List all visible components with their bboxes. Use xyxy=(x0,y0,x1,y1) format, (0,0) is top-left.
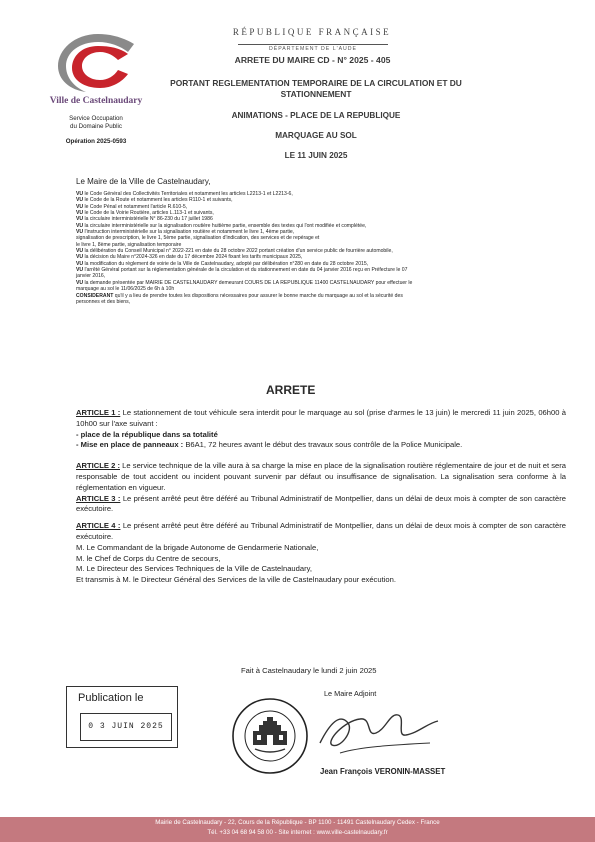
article-4: ARTICLE 4 : Le présent arrêté peut être déféré au Tribunal Administratif de Montpellier, dans un délai de deux mois à compter de son caractère exécutoire. xyxy=(76,521,566,541)
recipient-2: M. le Chef de Corps du Centre de secours, xyxy=(76,553,221,563)
republique-francaise: RÉPUBLIQUE FRANÇAISE xyxy=(232,27,392,37)
visa-line: CONSIDERANT qu'il y a lieu de prendre toutes les dispositions nécessaires pour assurer le bonne marche du marquage au sol et la sécurité des xyxy=(76,292,403,299)
publication-date: 0 3 JUIN 2025 xyxy=(88,722,164,731)
service-line-2: du Domaine Public xyxy=(70,123,122,130)
fait-a-line: Fait à Castelnaudary le lundi 2 juin 2025 xyxy=(241,666,377,675)
articles-body xyxy=(76,408,566,586)
visa-line: VU la décision du Maire n°2024-326 en date du 17 décembre 2024 fixant les tarifs municipaux 2025, xyxy=(76,254,303,261)
visa-line: VU le Code Général des Collectivités Territoriales et notamment les articles L2213-1 et L2213-6, xyxy=(76,191,293,197)
visa-line: VU la circulaire interministérielle N° 86-230 du 17 juillet 1986 xyxy=(76,216,213,223)
visa-line: janvier 2016, xyxy=(76,273,106,280)
visas-list xyxy=(76,191,566,305)
arrete-number: ARRETE DU MAIRE CD - N° 2025 - 405 xyxy=(234,55,391,65)
visa-line: VU la demande présentée par MAIRIE DE CASTELNAUDARY demeurant COURS DE LA REPUBLIQUE 11400 CASTELNAUDARY pour effectuer le xyxy=(76,279,413,286)
visa-line: VU l'instruction interministérielle sur la signalisation routière et notamment le livre 1, 4ème partie, xyxy=(76,229,295,236)
article-3: ARTICLE 3 : Le présent arrêté peut être déféré au Tribunal Administratif de Montpellier, dans un délai de deux mois à compter de son caractère exécutoire. xyxy=(76,493,566,514)
service-line-1: Service Occupation xyxy=(69,115,123,122)
portant-title xyxy=(166,78,466,100)
municipal-seal-icon xyxy=(231,697,309,775)
footer-contact: Tél. +33 04 68 94 58 00 - Site internet : www.ville-castelnaudary.fr xyxy=(207,829,388,836)
castelnaudary-logo-icon xyxy=(52,30,144,96)
intro-line: Le Maire de la Ville de Castelnaudary, xyxy=(76,177,211,186)
handwritten-signature-icon xyxy=(310,693,450,763)
visa-line: signalisation de prescription, le livre 1, 5ème partie, signalisation d'indication, des services et de repérage et xyxy=(76,235,320,242)
visa-line: VU le Code de la Voirie Routière, articles L.113-1 et suivants, xyxy=(76,210,214,217)
recipient-1: M. Le Commandant de la brigade Autonome de Gendarmerie Nationale, xyxy=(76,542,319,552)
departement-label: DÉPARTEMENT DE L'AUDE xyxy=(238,44,388,52)
signatory-title: Le Maire Adjoint xyxy=(324,689,377,698)
article-1: ARTICLE 1 : Le stationnement de tout véhicule sera interdit pour le marquage au sol (prise d'armes le 13 juin) le mercredi 11 juin 2025, 06h00 à 10h00 sur l'axe suivant : xyxy=(76,408,566,428)
event-date: LE 11 JUIN 2025 xyxy=(284,151,348,160)
visa-line: VU la délibération du Conseil Municipal n° 2022-221 en date du 28 octobre 2022 portant création d'un service public de fourrière automobile, xyxy=(76,248,393,255)
article-1-item-2: - Mise en place de panneaux : B6A1, 72 heures avant le début des travaux sous contrôle de la Police Municipale. xyxy=(76,440,463,450)
visa-line: VU le Code Pénal et notamment l'article R.610-5, xyxy=(76,203,188,210)
visa-line: VU le Code de la Route et notamment les articles R110-1 et suivants, xyxy=(76,197,233,204)
portant-line-2: STATIONNEMENT xyxy=(280,89,352,99)
visa-line: VU la circulaire interministérielle sur la signalisation routière huitième partie, ensemble des textes qui l'ont modifiée et complétée, xyxy=(76,222,367,229)
visa-line: VU la modification du règlement de voirie de la Ville de Castelnaudary, adopté par délibération n°280 en date du 28 octobre 2015, xyxy=(76,260,369,267)
visa-line: VU l'arrêté Général portant sur la réglementation générale de la circulation et du stationnement en date du 04 janvier 2016 reçu en Préfecture le 07 xyxy=(76,267,408,274)
arrete-heading: ARRETE xyxy=(266,383,316,397)
recipient-3: M. Le Directeur des Services Techniques de la Ville de Castelnaudary, xyxy=(76,564,312,574)
marquage-title: MARQUAGE AU SOL xyxy=(275,131,357,140)
operation-number: Opération 2025-0593 xyxy=(65,138,127,145)
signatory-name: Jean François VERONIN-MASSET xyxy=(320,767,446,776)
article-1-item-1: - place de la république dans sa totalité xyxy=(76,429,218,439)
city-name: Ville de Castelnaudary xyxy=(49,96,143,106)
recipient-4: Et transmis à M. le Directeur Général des Services de la ville de Castelnaudary pour exécution. xyxy=(76,575,396,585)
footer-address: Mairie de Castelnaudary - 22, Cours de la République - BP 1100 - 11491 Castelnaudary Cedex - France xyxy=(155,819,440,826)
publication-label: Publication le xyxy=(78,692,144,704)
animations-title: ANIMATIONS - PLACE DE LA REPUBLIQUE xyxy=(231,111,401,120)
visa-line: le livre 1, 8ème partie, signalisation temporaire xyxy=(76,241,182,248)
spacer xyxy=(76,451,566,461)
visa-line: marquage au sol le 11/06/2025 de 6h à 10h xyxy=(76,286,175,293)
visa-line: personnes et des biens, xyxy=(76,298,131,305)
article-2: ARTICLE 2 : Le service technique de la ville aura à sa charge la mise en place de la signalisation routière réglementaire de jour et de nuit et sera responsable de tout accident ou incident pouvant survenir par défaut ou insuffisance de signalisation. La signalisation sera conforme à la réglementation en vigueur. xyxy=(76,461,566,492)
service-label xyxy=(40,115,152,131)
portant-line-1: PORTANT REGLEMENTATION TEMPORAIRE DE LA CIRCULATION ET DU xyxy=(170,78,462,88)
